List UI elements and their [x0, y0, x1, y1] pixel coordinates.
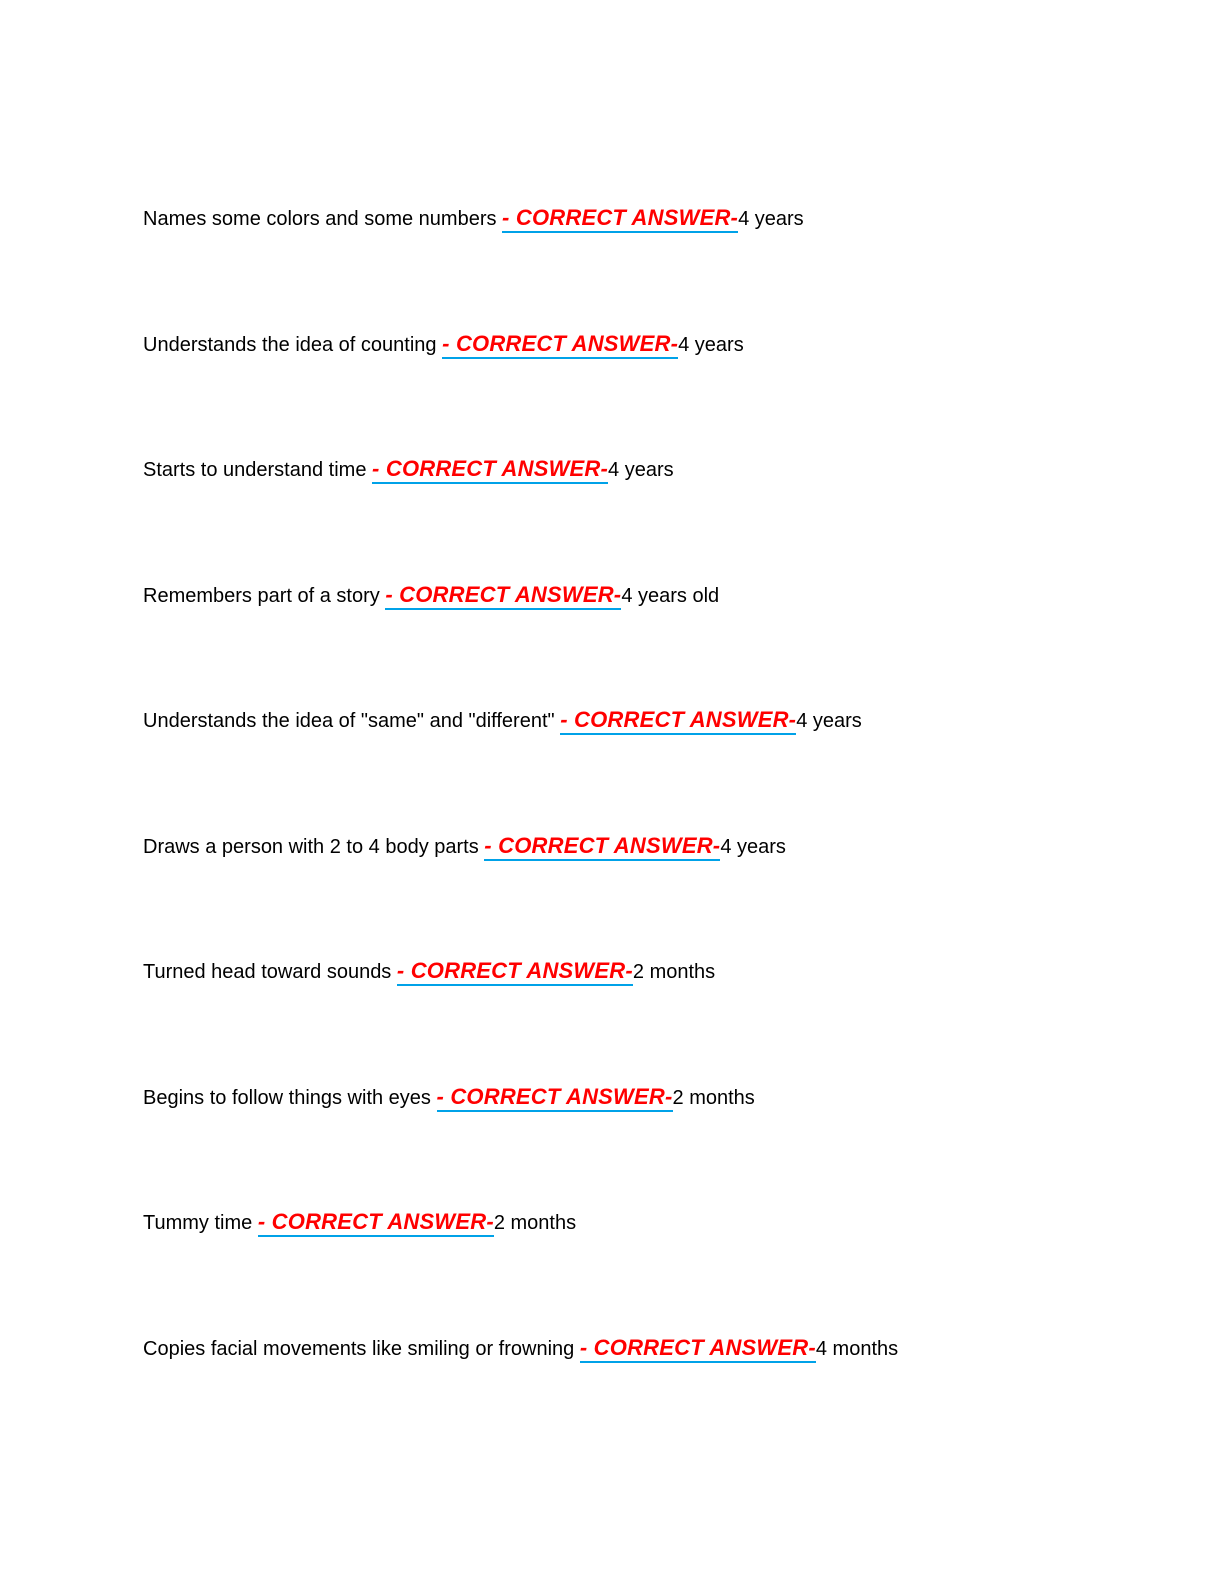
question-text: Draws a person with 2 to 4 body parts: [143, 835, 479, 858]
question-text: Copies facial movements like smiling or frowning: [143, 1337, 575, 1360]
question-text: Names some colors and some numbers: [143, 208, 497, 230]
answer-text: 4 years: [720, 835, 786, 858]
question-text: Understands the idea of "same" and "different": [143, 710, 555, 732]
qa-item: [143, 329, 1143, 455]
correct-answer-marker: - CORRECT ANSWER-: [385, 583, 621, 610]
qa-item: [143, 454, 1143, 580]
question-text: Begins to follow things with eyes: [143, 1086, 431, 1109]
question-text: Understands the idea of counting: [143, 333, 437, 356]
answer-text: 4 years: [796, 710, 862, 732]
question-text: Turned head toward sounds: [143, 961, 392, 983]
question-text: Tummy time: [143, 1212, 253, 1234]
question-text: Remembers part of a story: [143, 584, 380, 607]
answer-text: 4 years: [678, 333, 744, 356]
correct-answer-marker: - CORRECT ANSWER-: [442, 332, 678, 359]
qa-item: [143, 1207, 1143, 1333]
correct-answer-marker: - CORRECT ANSWER-: [484, 834, 720, 861]
qa-item: [143, 1333, 1143, 1459]
correct-answer-marker: - CORRECT ANSWER-: [258, 1210, 494, 1237]
correct-answer-marker: - CORRECT ANSWER-: [397, 959, 633, 986]
answer-text: 4 months: [815, 1337, 899, 1360]
answer-text: 2 months: [672, 1086, 755, 1109]
qa-item: [143, 203, 1143, 329]
correct-answer-marker: - CORRECT ANSWER-: [437, 1085, 673, 1112]
answer-text: 4 years old: [621, 584, 720, 607]
qa-item: [143, 1082, 1143, 1208]
correct-answer-marker: - CORRECT ANSWER-: [372, 457, 608, 484]
correct-answer-marker: - CORRECT ANSWER-: [560, 708, 796, 735]
answer-text: 2 months: [632, 961, 716, 983]
qa-item: [143, 580, 1143, 706]
answer-text: 4 years: [738, 208, 804, 230]
answer-text: 2 months: [493, 1212, 577, 1234]
qa-list: [143, 203, 1143, 1458]
answer-text: 4 years: [608, 459, 674, 481]
correct-answer-marker: - CORRECT ANSWER-: [502, 206, 738, 233]
qa-item: [143, 956, 1143, 1082]
correct-answer-marker: - CORRECT ANSWER-: [580, 1336, 816, 1363]
qa-item: [143, 831, 1143, 957]
qa-item: [143, 705, 1143, 831]
question-text: Starts to understand time: [143, 459, 367, 481]
